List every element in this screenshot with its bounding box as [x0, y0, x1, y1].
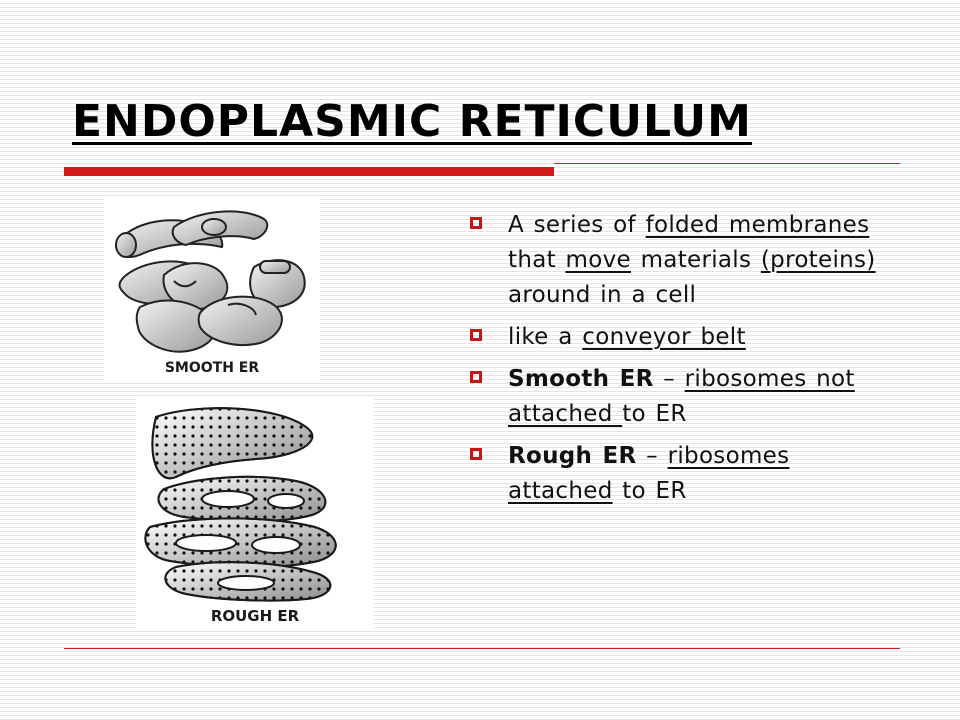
bullet-text-segment: –: [653, 366, 685, 392]
bullet-item: [466, 208, 876, 313]
bullet-item: [466, 362, 876, 432]
bullet-text-segment: –: [636, 443, 668, 469]
bullet-text-segment: materials: [630, 247, 761, 273]
bullet-text-segment: conveyor belt: [582, 324, 746, 350]
rough-er-drawing: [136, 397, 374, 631]
bullet-item: [466, 320, 876, 355]
rough-er-illustration: [136, 397, 374, 631]
square-bullet-icon: [470, 329, 482, 341]
bullet-text-segment: (proteins): [760, 247, 876, 273]
rough-er-label: ROUGH ER: [210, 607, 300, 625]
bullet-text-segment: to ER: [622, 401, 687, 427]
bullet-text-segment: around in a cell: [508, 282, 697, 308]
bullet-item: [466, 439, 876, 509]
top-divider-line: [554, 163, 900, 164]
title-accent-bar: [64, 167, 554, 176]
bullet-text-segment: that: [508, 247, 566, 273]
bullet-list: [466, 208, 876, 516]
bullet-text-segment: Rough ER: [508, 443, 637, 469]
bottom-divider-line: [64, 648, 900, 649]
bullet-text-segment: ribosomes not attached: [508, 366, 855, 427]
slide-title: ENDOPLASMIC RETICULUM: [72, 96, 752, 147]
square-bullet-icon: [470, 371, 482, 383]
smooth-er-label: SMOOTH ER: [164, 360, 260, 376]
bullet-text-segment: move: [565, 247, 631, 273]
smooth-er-illustration: [104, 197, 320, 383]
smooth-er-drawing: [104, 197, 320, 383]
bullet-text-segment: Smooth ER: [508, 366, 654, 392]
bullet-text-segment: A series of: [508, 212, 646, 238]
bullet-text-segment: folded membranes: [645, 212, 870, 238]
bullet-text-segment: to ER: [612, 478, 687, 504]
square-bullet-icon: [470, 217, 482, 229]
bullet-text-segment: ribosomes attached: [508, 443, 790, 504]
square-bullet-icon: [470, 448, 482, 460]
bullet-text-segment: like a: [508, 324, 583, 350]
